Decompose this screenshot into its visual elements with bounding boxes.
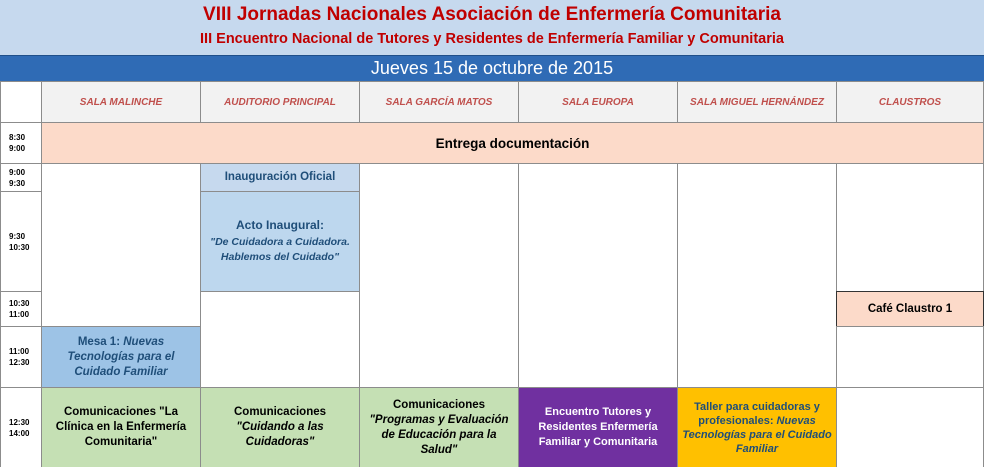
taller-label: Taller para cuidadoras y profesionales: [694,400,820,427]
time-start: 8:30 [9,133,26,142]
room-header-malinche: SALA MALINCHE [41,81,201,123]
event-comunicaciones-clinica: Comunicaciones "La Clínica en la Enfermería Comunitaria" [41,387,201,467]
event-taller-cuidadoras [677,387,837,467]
time-end: 9:00 [9,144,26,153]
room-header-miguel-hernandez: SALA MIGUEL HERNÁNDEZ [677,81,837,123]
corner-cell [0,81,42,123]
event-mesa-1 [41,326,201,388]
date-band: Jueves 15 de octubre de 2015 [0,55,984,82]
time-slot [0,291,42,327]
time-slot [0,191,42,292]
event-encuentro-tutores: Encuentro Tutores y Residentes Enfermería Familiar y Comunitaria [518,387,678,467]
mesa-1-label: Mesa 1: [77,335,121,348]
comunicaciones-topic: "Programas y Evaluación de Educación para la Salud" [369,413,509,456]
event-acto-inaugural [200,191,360,292]
time-end: 12:30 [9,358,30,367]
time-end: 9:30 [9,178,26,188]
room-header-garcia-matos: SALA GARCÍA MATOS [359,81,519,123]
empty-slot [836,163,984,292]
time-slot [0,387,42,467]
time-start: 10:30 [9,299,30,308]
empty-slot [200,291,360,388]
mesa-1-title: Nuevas Tecnologías para el Cuidado Familiar [67,335,175,378]
acto-inaugural-title: Acto Inaugural: [235,218,324,232]
time-end: 10:30 [9,242,30,252]
time-end: 11:00 [9,310,30,319]
time-slot [0,122,42,164]
time-slot [0,326,42,388]
time-end: 14:00 [9,428,30,438]
empty-slot [41,163,201,327]
acto-inaugural-subtitle: "De Cuidadora a Cuidadora. Hablemos del Cuidado" [210,236,350,263]
time-start: 11:00 [9,347,30,356]
time-slot [0,163,42,192]
event-entrega-documentacion: Entrega documentación [41,122,984,164]
event-comunicaciones-cuidando [200,387,360,467]
comunicaciones-topic: "Cuidando a las Cuidadoras" [236,421,324,448]
event-cafe-claustro: Café Claustro 1 [836,291,984,327]
time-start: 9:30 [9,231,26,241]
schedule-grid [0,81,984,467]
taller-title: Nuevas Tecnologías para el Cuidado Familiar [682,414,832,455]
empty-slot [836,326,984,388]
empty-slot [518,163,678,388]
event-comunicaciones-programas [359,387,519,467]
time-start: 12:30 [9,417,30,427]
empty-slot [359,163,519,388]
page-title: VIII Jornadas Nacionales Asociación de Enfermería Comunitaria [203,4,781,25]
comunicaciones-label: Comunicaciones [233,406,327,418]
header [0,0,984,55]
empty-slot [677,163,837,388]
empty-slot [836,387,984,467]
room-header-europa: SALA EUROPA [518,81,678,123]
room-header-claustros: CLAUSTROS [836,81,984,123]
time-start: 9:00 [9,167,26,177]
room-header-auditorio: AUDITORIO PRINCIPAL [200,81,360,123]
comunicaciones-label: Comunicaciones [392,398,486,411]
event-inauguracion-oficial: Inauguración Oficial [200,163,360,192]
page-subtitle: III Encuentro Nacional de Tutores y Residentes de Enfermería Familiar y Comunitaria [200,31,784,47]
